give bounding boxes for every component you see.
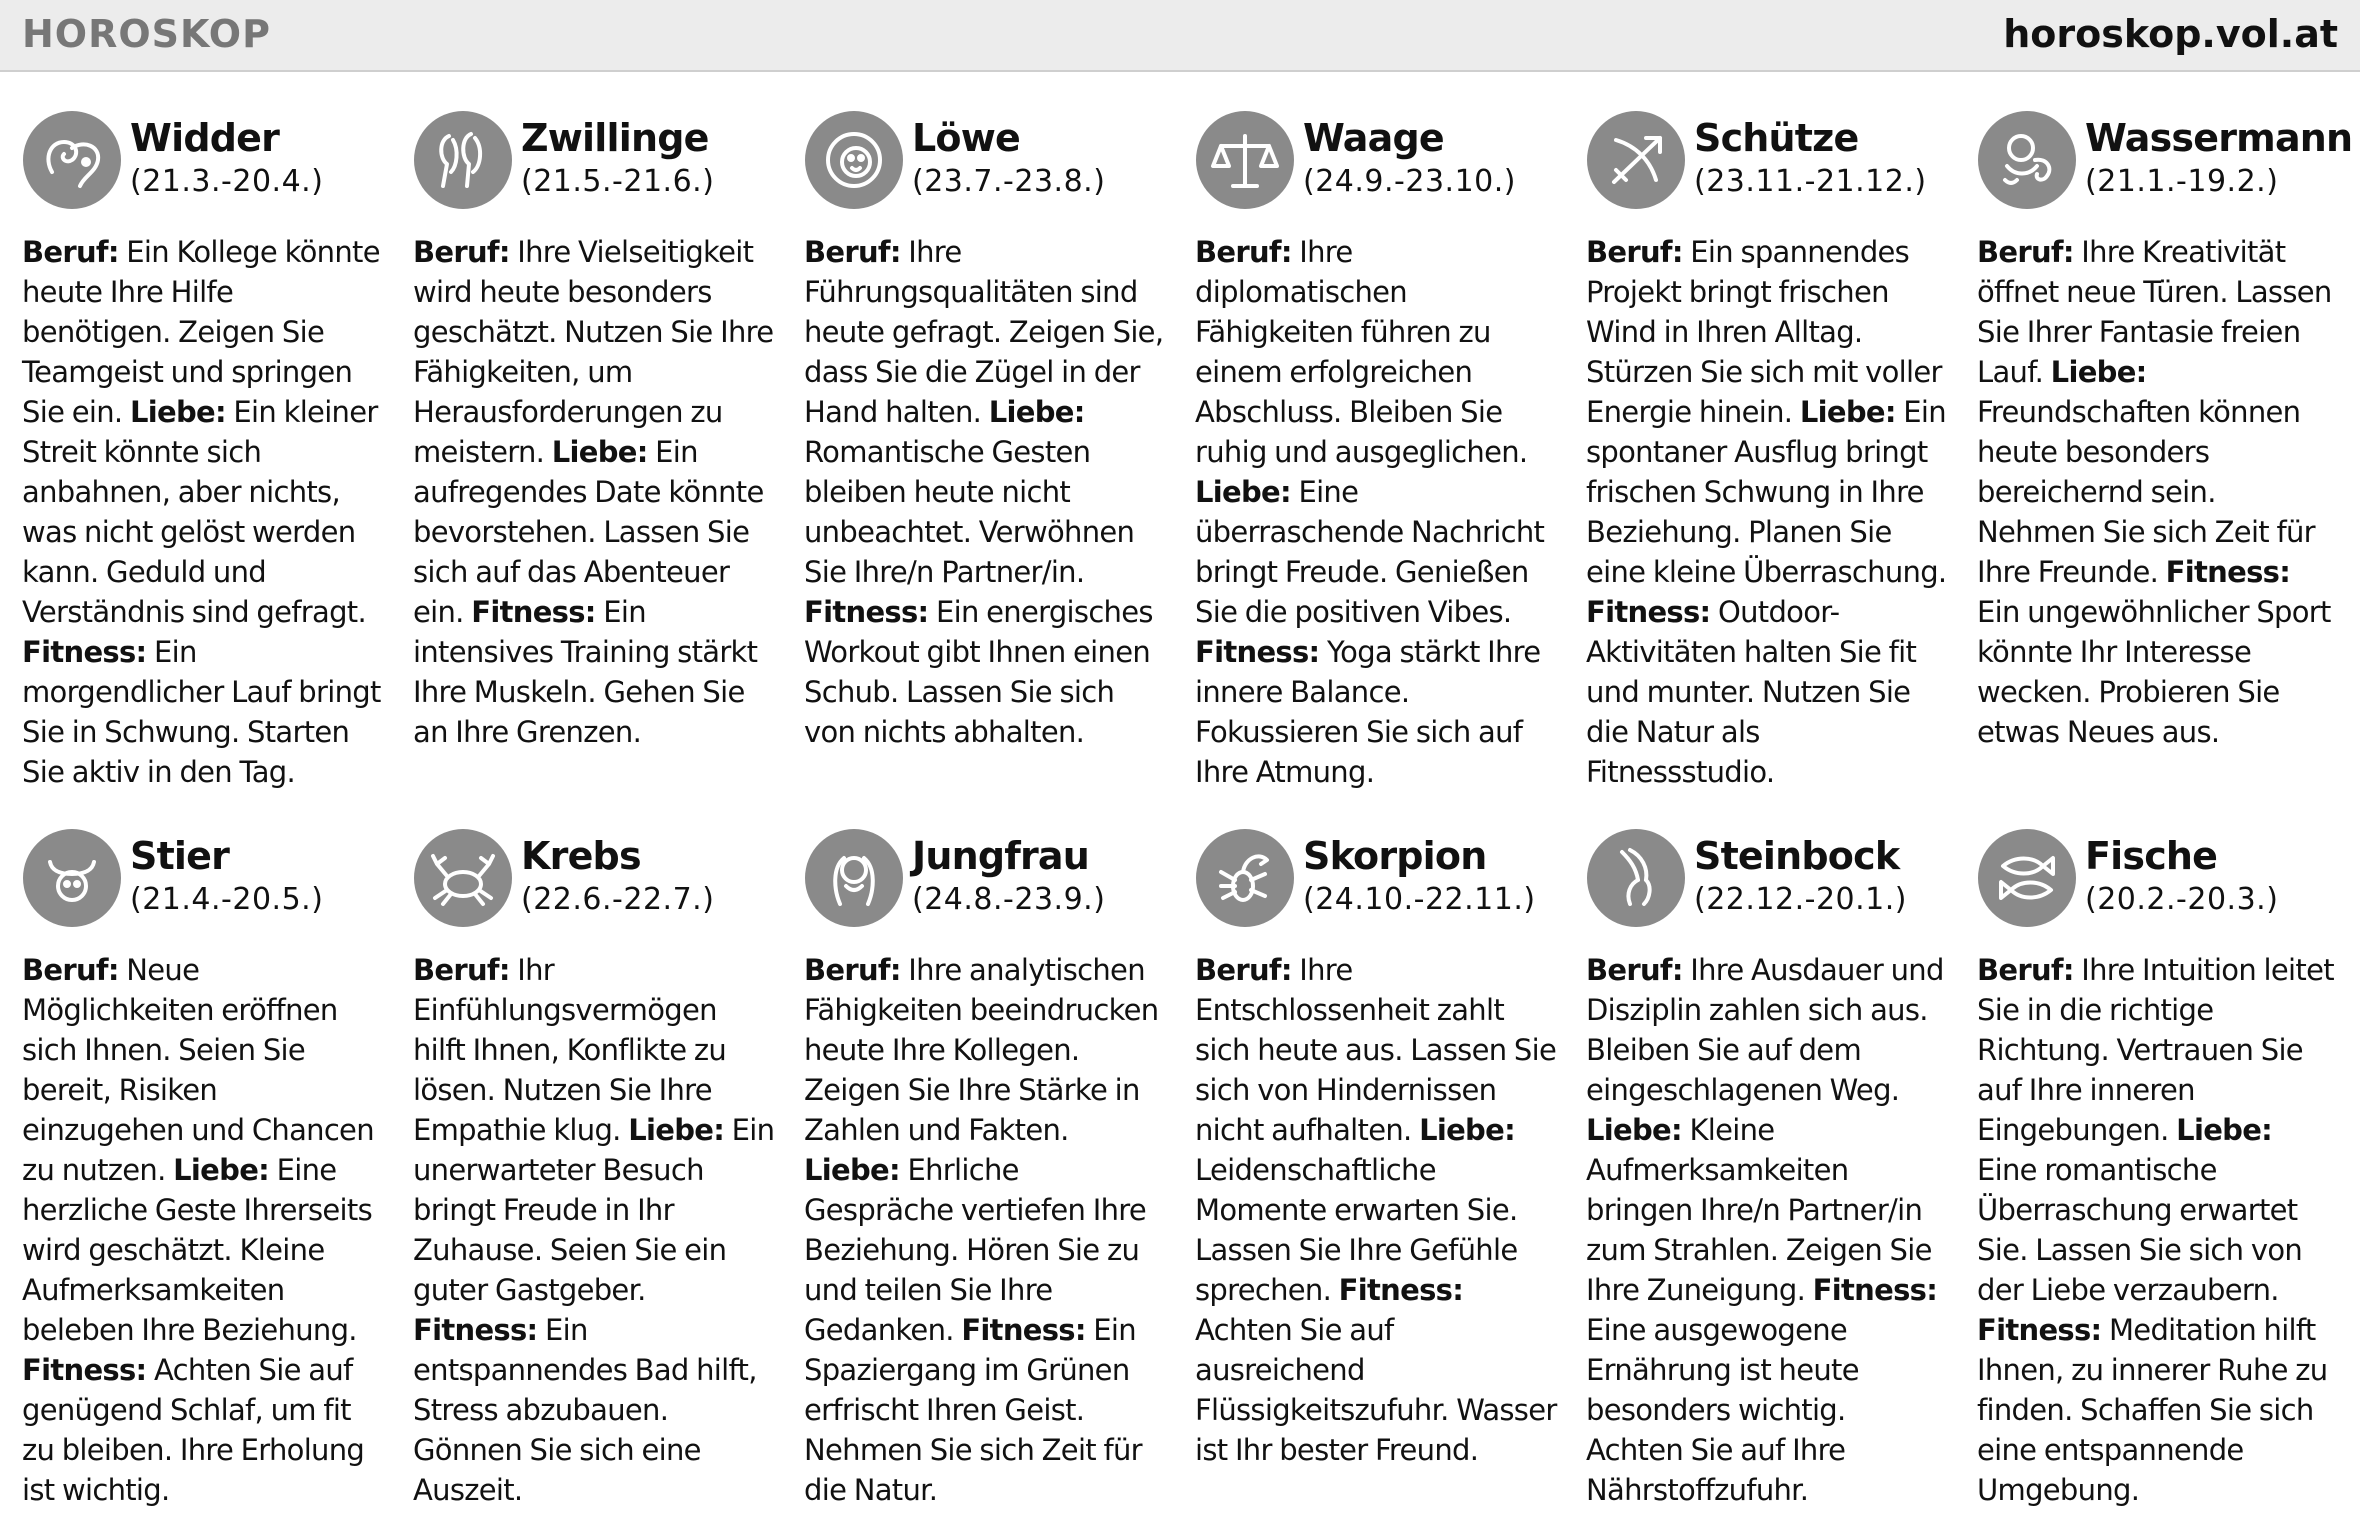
sign-name: Steinbock bbox=[1694, 834, 1900, 878]
sign-text bbox=[1586, 232, 1948, 792]
beruf-label: Beruf: bbox=[22, 235, 119, 269]
sign-name: Zwillinge bbox=[521, 116, 709, 160]
beruf-label: Beruf: bbox=[1977, 235, 2074, 269]
sign-name: Krebs bbox=[521, 834, 641, 878]
sagittarius-archer-icon bbox=[1586, 110, 1686, 210]
liebe-label: Liebe: bbox=[173, 1153, 270, 1187]
fitness-label: Fitness: bbox=[1812, 1273, 1938, 1307]
sign-card-skorpion bbox=[1195, 828, 1557, 1470]
liebe-label: Liebe: bbox=[1195, 475, 1291, 509]
beruf-text: Ein spannendes Projekt bringt frischen Wind in Ihren Alltag. Stürzen Sie sich mit voller Energie hinein. bbox=[1586, 235, 1942, 429]
sign-name: Jungfrau bbox=[912, 834, 1090, 878]
liebe-label: Liebe: bbox=[2176, 1113, 2273, 1147]
fitness-text: Ein intensives Training stärkt Ihre Muskeln. Gehen Sie an Ihre Grenzen. bbox=[413, 595, 758, 749]
fitness-text: Outdoor-Aktivitäten halten Sie fit und munter. Nutzen Sie die Natur als Fitnessstudio. bbox=[1586, 595, 1917, 789]
liebe-label: Liebe: bbox=[2050, 355, 2147, 389]
liebe-label: Liebe: bbox=[804, 1153, 900, 1187]
sign-header bbox=[1586, 110, 1948, 220]
fitness-label: Fitness: bbox=[804, 595, 929, 629]
beruf-text: Ihre Kreativität öffnet neue Türen. Lassen Sie Ihrer Fantasie freien Lauf. bbox=[1977, 235, 2332, 389]
fitness-label: Fitness: bbox=[471, 595, 596, 629]
sign-dates: (20.2.-20.3.) bbox=[2085, 882, 2279, 917]
section-title: HOROSKOP bbox=[22, 12, 271, 56]
liebe-text: Eine überraschende Nachricht bringt Freude. Genießen Sie die positiven Vibes. bbox=[1195, 475, 1545, 629]
beruf-label: Beruf: bbox=[1195, 235, 1292, 269]
liebe-text: Freundschaften können heute besonders bereichernd sein. Nehmen Sie sich Zeit für Ihre Freunde. bbox=[1977, 395, 2315, 589]
sign-dates: (24.8.-23.9.) bbox=[912, 882, 1106, 917]
sign-text bbox=[22, 232, 384, 792]
fitness-label: Fitness: bbox=[1977, 1313, 2102, 1347]
beruf-text: Ihre Ausdauer und Disziplin zahlen sich aus. Bleiben Sie auf dem eingeschlagenen Weg. bbox=[1586, 953, 1944, 1107]
fitness-label: Fitness: bbox=[961, 1313, 1086, 1347]
sign-text bbox=[22, 950, 384, 1510]
sign-header bbox=[1977, 828, 2339, 938]
fitness-text: Meditation hilft Ihnen, zu innerer Ruhe zu finden. Schaffen Sie sich eine entspannende Umgebung. bbox=[1977, 1313, 2328, 1507]
fitness-label: Fitness: bbox=[1338, 1273, 1464, 1307]
sign-header bbox=[22, 110, 384, 220]
beruf-label: Beruf: bbox=[804, 953, 901, 987]
capricorn-goat-icon bbox=[1586, 828, 1686, 928]
beruf-text: Ihre diplomatischen Fähigkeiten führen zu einem erfolgreichen Abschluss. Bleiben Sie ruhig und ausgeglichen. bbox=[1195, 235, 1528, 469]
sign-name: Schütze bbox=[1694, 116, 1859, 160]
liebe-text: Leidenschaftliche Momente erwarten Sie. Lassen Sie Ihre Gefühle sprechen. bbox=[1195, 1153, 1518, 1307]
fitness-text: Ein morgendlicher Lauf bringt Sie in Schwung. Starten Sie aktiv in den Tag. bbox=[22, 635, 381, 789]
sign-text bbox=[413, 232, 775, 752]
sign-dates: (24.9.-23.10.) bbox=[1303, 164, 1516, 199]
sign-card-schütze bbox=[1586, 110, 1948, 792]
sign-header bbox=[1977, 110, 2353, 220]
sign-card-krebs bbox=[413, 828, 775, 1510]
liebe-text: Ehrliche Gespräche vertiefen Ihre Beziehung. Hören Sie zu und teilen Sie Ihre Gedanken. bbox=[804, 1153, 1147, 1347]
sign-name: Löwe bbox=[912, 116, 1020, 160]
beruf-text: Neue Möglichkeiten eröffnen sich Ihnen. Seien Sie bereit, Risiken einzugehen und Chancen zu nutzen. bbox=[22, 953, 374, 1187]
liebe-text: Ein kleiner Streit könnte sich anbahnen, aber nichts, was nicht gelöst werden kann. Geduld und Verständnis sind gefragt. bbox=[22, 395, 378, 629]
sign-header bbox=[804, 828, 1166, 938]
fitness-label: Fitness: bbox=[1195, 635, 1320, 669]
sign-header bbox=[1586, 828, 1948, 938]
liebe-text: Eine romantische Überraschung erwartet Sie. Lassen Sie sich von der Liebe verzaubern. bbox=[1977, 1153, 2303, 1307]
beruf-text: Ihre analytischen Fähigkeiten beeindrucken heute Ihre Kollegen. Zeigen Sie Ihre Stärke in Zahlen und Fakten. bbox=[804, 953, 1159, 1147]
virgo-maiden-icon bbox=[804, 828, 904, 928]
sign-card-fische bbox=[1977, 828, 2339, 1510]
sign-text bbox=[1977, 232, 2339, 752]
sign-header bbox=[804, 110, 1166, 220]
fitness-text: Achten Sie auf genügend Schlaf, um fit zu bleiben. Ihre Erholung ist wichtig. bbox=[22, 1353, 365, 1507]
beruf-text: Ein Kollege könnte heute Ihre Hilfe benötigen. Zeigen Sie Teamgeist und springen Sie ein. bbox=[22, 235, 380, 429]
liebe-text: Kleine Aufmerksamkeiten bringen Ihre/n Partner/in zum Strahlen. Zeigen Sie Ihre Zuneigung. bbox=[1586, 1113, 1932, 1307]
liebe-text: Ein aufregendes Date könnte bevorstehen. Lassen Sie sich auf das Abenteuer ein. bbox=[413, 435, 764, 629]
fitness-label: Fitness: bbox=[1586, 595, 1711, 629]
leo-lion-icon bbox=[804, 110, 904, 210]
liebe-label: Liebe: bbox=[1799, 395, 1896, 429]
libra-scales-icon bbox=[1195, 110, 1295, 210]
sign-dates: (24.10.-22.11.) bbox=[1303, 882, 1536, 917]
sign-dates: (23.7.-23.8.) bbox=[912, 164, 1106, 199]
liebe-text: Ein unerwarteter Besuch bringt Freude in Ihr Zuhause. Seien Sie ein guter Gastgeber. bbox=[413, 1113, 775, 1307]
sign-text bbox=[1586, 950, 1948, 1510]
fitness-text: Eine ausgewogene Ernährung ist heute besonders wichtig. Achten Sie auf Ihre Nährstoffzufuhr. bbox=[1586, 1313, 1859, 1507]
fitness-label: Fitness: bbox=[2165, 555, 2291, 589]
sign-text bbox=[1195, 950, 1557, 1470]
sign-header bbox=[413, 110, 775, 220]
fitness-text: Ein ungewöhnlicher Sport könnte Ihr Interesse wecken. Probieren Sie etwas Neues aus. bbox=[1977, 595, 2331, 749]
site-url[interactable]: horoskop.vol.at bbox=[2003, 12, 2338, 56]
liebe-label: Liebe: bbox=[551, 435, 648, 469]
fitness-text: Yoga stärkt Ihre innere Balance. Fokussieren Sie sich auf Ihre Atmung. bbox=[1195, 635, 1541, 789]
aquarius-water-bearer-icon bbox=[1977, 110, 2077, 210]
liebe-label: Liebe: bbox=[628, 1113, 725, 1147]
gemini-twins-icon bbox=[413, 110, 513, 210]
sign-header bbox=[1195, 110, 1557, 220]
beruf-text: Ihre Führungsqualitäten sind heute gefragt. Zeigen Sie, dass Sie die Zügel in der Hand halten. bbox=[804, 235, 1164, 429]
sign-dates: (21.5.-21.6.) bbox=[521, 164, 715, 199]
liebe-label: Liebe: bbox=[988, 395, 1085, 429]
liebe-text: Eine herzliche Geste Ihrerseits wird geschätzt. Kleine Aufmerksamkeiten beleben Ihre Beziehung. bbox=[22, 1153, 372, 1347]
sign-name: Fische bbox=[2085, 834, 2218, 878]
sign-name: Waage bbox=[1303, 116, 1444, 160]
sign-text bbox=[804, 232, 1166, 752]
sign-card-wassermann bbox=[1977, 110, 2353, 752]
liebe-text: Romantische Gesten bleiben heute nicht unbeachtet. Verwöhnen Sie Ihre/n Partner/in. bbox=[804, 435, 1135, 589]
sign-text bbox=[1195, 232, 1557, 792]
sign-card-waage bbox=[1195, 110, 1557, 792]
beruf-text: Ihr Einfühlungsvermögen hilft Ihnen, Konflikte zu lösen. Nutzen Sie Ihre Empathie klug. bbox=[413, 953, 727, 1147]
fitness-label: Fitness: bbox=[413, 1313, 538, 1347]
beruf-label: Beruf: bbox=[1195, 953, 1292, 987]
sign-text bbox=[804, 950, 1166, 1510]
sign-card-stier bbox=[22, 828, 384, 1510]
beruf-text: Ihre Intuition leitet Sie in die richtige Richtung. Vertrauen Sie auf Ihre inneren Eingebungen. bbox=[1977, 953, 2334, 1147]
sign-name: Skorpion bbox=[1303, 834, 1487, 878]
sign-header bbox=[413, 828, 775, 938]
fitness-text: Ein energisches Workout gibt Ihnen einen Schub. Lassen Sie sich von nichts abhalten. bbox=[804, 595, 1153, 749]
sign-text bbox=[413, 950, 775, 1510]
beruf-text: Ihre Entschlossenheit zahlt sich heute aus. Lassen Sie sich von Hindernissen nicht aufhalten. bbox=[1195, 953, 1557, 1147]
sign-name: Widder bbox=[130, 116, 280, 160]
liebe-label: Liebe: bbox=[129, 395, 226, 429]
sign-card-widder bbox=[22, 110, 384, 792]
beruf-label: Beruf: bbox=[413, 953, 510, 987]
beruf-label: Beruf: bbox=[22, 953, 119, 987]
liebe-text: Ein spontaner Ausflug bringt frischen Schwung in Ihre Beziehung. Planen Sie eine kleine Überraschung. bbox=[1586, 395, 1947, 589]
fitness-text: Achten Sie auf ausreichend Flüssigkeitszufuhr. Wasser ist Ihr bester Freund. bbox=[1195, 1313, 1557, 1467]
beruf-text: Ihre Vielseitigkeit wird heute besonders geschätzt. Nutzen Sie Ihre Fähigkeiten, um Herausforderungen zu meistern. bbox=[413, 235, 774, 469]
sign-dates: (21.1.-19.2.) bbox=[2085, 164, 2279, 199]
fitness-text: Ein Spaziergang im Grünen erfrischt Ihren Geist. Nehmen Sie sich Zeit für die Natur. bbox=[804, 1313, 1142, 1507]
aries-ram-icon bbox=[22, 110, 122, 210]
taurus-bull-icon bbox=[22, 828, 122, 928]
pisces-fish-icon bbox=[1977, 828, 2077, 928]
liebe-label: Liebe: bbox=[1586, 1113, 1682, 1147]
sign-name: Wassermann bbox=[2085, 116, 2353, 160]
sign-card-löwe bbox=[804, 110, 1166, 752]
sign-dates: (23.11.-21.12.) bbox=[1694, 164, 1927, 199]
sign-text bbox=[1977, 950, 2339, 1510]
beruf-label: Beruf: bbox=[804, 235, 901, 269]
fitness-label: Fitness: bbox=[22, 635, 147, 669]
sign-card-zwillinge bbox=[413, 110, 775, 752]
sign-dates: (21.3.-20.4.) bbox=[130, 164, 324, 199]
beruf-label: Beruf: bbox=[413, 235, 510, 269]
sign-dates: (22.6.-22.7.) bbox=[521, 882, 715, 917]
sign-header bbox=[1195, 828, 1557, 938]
sign-card-steinbock bbox=[1586, 828, 1948, 1510]
scorpio-scorpion-icon bbox=[1195, 828, 1295, 928]
beruf-label: Beruf: bbox=[1586, 953, 1683, 987]
sign-card-jungfrau bbox=[804, 828, 1166, 1510]
fitness-label: Fitness: bbox=[22, 1353, 147, 1387]
beruf-label: Beruf: bbox=[1586, 235, 1683, 269]
sign-name: Stier bbox=[130, 834, 230, 878]
fitness-text: Ein entspannendes Bad hilft, Stress abzubauen. Gönnen Sie sich eine Auszeit. bbox=[413, 1313, 757, 1507]
liebe-label: Liebe: bbox=[1419, 1113, 1515, 1147]
beruf-label: Beruf: bbox=[1977, 953, 2074, 987]
sign-dates: (22.12.-20.1.) bbox=[1694, 882, 1907, 917]
cancer-crab-icon bbox=[413, 828, 513, 928]
sign-dates: (21.4.-20.5.) bbox=[130, 882, 324, 917]
sign-header bbox=[22, 828, 384, 938]
